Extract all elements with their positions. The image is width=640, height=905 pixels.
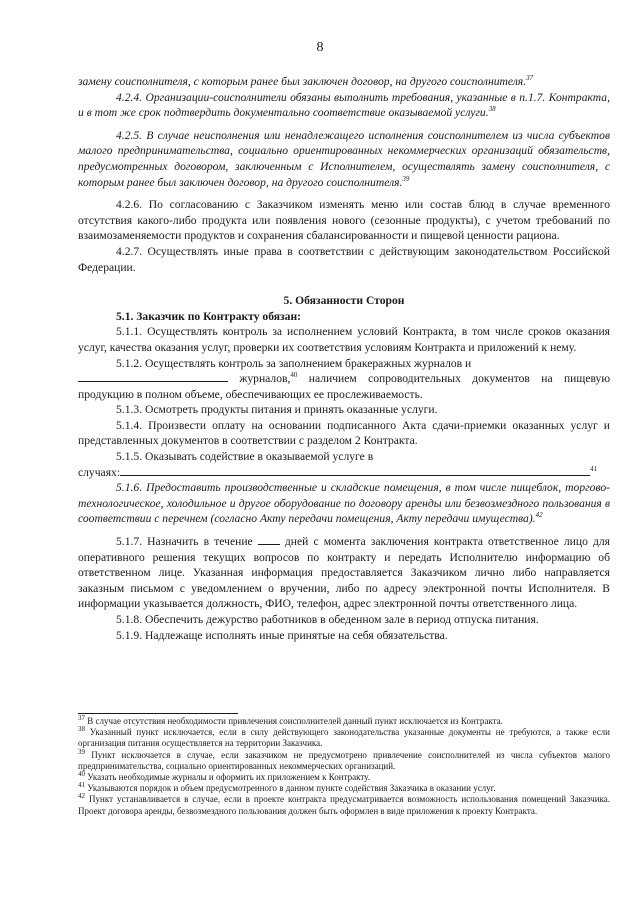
footnotes (78, 716, 610, 817)
paragraph: 5.1.7. Назначить в течение дней с момента заключения контракта ответственное лицо для оперативного решения текущих вопросов по контракту и передать Исполнителю информацию об ответственном лице. Указанная информация предоставляется Заказчиком лично либо направляется заказным письмом с уведомлением о вручении, либо по адресу электронной почты Исполнителя. В информации указывается должность, ФИО, телефон, адрес электронной почты ответственного лица. (78, 535, 610, 611)
paragraph: 4.2.4. Организации-соисполнители обязаны выполнить требования, указанные в п.1.7. Контракта, и в тот же срок подтвердить документально соответствие оказываемой услуги.$^{38}$ (78, 90, 610, 120)
paragraph: 5.1.6. Предоставить производственные и складские помещения, в том числе пищеблок, торгово-технологическое, холодильное и другое оборудование по договору аренды или безвозмездного пользования в соответствии с перечнем (согласно Акту передачи помещения, Акту передачи имущества).$^{42}$ (78, 481, 610, 526)
footnote: $^{37}$ В случае отсутствия необходимости привлечения соисполнителей данный пункт исключается из Контракта. (78, 714, 503, 726)
footnote: $^{39}$ Пункт исключается в случае, если заказчиком не предусмотрено привлечение соисполнителей из числа субъектов малого предпринимательства, социально ориентированных некоммерческих организаций. (78, 747, 610, 771)
paragraph: 5.1.8. Обеспечить дежурство работников в обеденном зале в период отпуска питания. (116, 613, 539, 626)
paragraph: 4.2.5. В случае неисполнения или ненадлежащего исполнения соисполнителем из числа субъектов малого предпринимательства, социально ориентированных некоммерческих организаций обязательств, предусмотренных договором, заключенным с Исполнителем, осуществлять замену соисполнителя, с которым ранее был заключен договор, на другого соисполнителя.$^{39}$ (78, 128, 610, 189)
blank-line (120, 465, 590, 476)
footnote: $^{40}$ Указать необходимые журналы и оформить их приложением к Контракту. (78, 770, 371, 783)
paragraph: 5.1.3. Осмотреть продукты питания и принять оказанные услуги. (116, 403, 438, 417)
paragraph: 5.1.2. Осуществлять контроль за заполнением бракеражных журналов и журналов,$^{40}$ наличием сопроводительных документов на пищевую продукцию в полном объеме, обеспечивающих ее прослеживаемость. (78, 356, 611, 401)
footnote: $^{42}$ Пункт устанавливается в случае, если в проекте контракта предусматривается возможность использования помещений Заказчика. Проект договора аренды, безвозмездного пользования должен быть оформлен в виде приложения к проекту Контракта. (78, 792, 610, 816)
paragraph: 5.1.1. Осуществлять контроль за исполнением условий Контракта, в том числе сроков оказания услуг, качества оказания услуг, проверки их соответствия условиям Контракта и приложений к нему. (78, 325, 610, 354)
document-body (78, 74, 610, 643)
footnote-separator (78, 713, 238, 714)
paragraph: 5.1.4. Произвести оплату на основании подписанного Акта сдачи-приемки оказанных услуг и представленных документов в соответствии с разделом 2 Контракта. (78, 418, 610, 448)
footnote: $^{38}$ Указанный пункт исключается, если в силу действующего законодательства указанные документы не требуются, а также если организация питания осуществляется на территории Заказчика. (78, 725, 610, 749)
footnote: $^{41}$ Указываются порядок и объем предусмотренного в данном пункте содействия Заказчика в оказании услуг. (78, 781, 496, 794)
subsection-title: 5.1. Заказчик по Контракту обязан: (116, 309, 301, 323)
section-title: 5. Обязанности Сторон (283, 294, 405, 308)
blank-line (78, 371, 228, 382)
paragraph: 5.1.5. Оказывать содействие в оказываемой услуге в случаях: $^{41}$ (78, 450, 598, 479)
paragraph: 5.1.9. Надлежаще исполнять иные принятые на себя обязательства. (116, 628, 448, 642)
blank-line (258, 534, 280, 545)
paragraph: 4.2.6. По согласованию с Заказчиком изменять меню или состав блюд в случае временного отсутствия какого-либо продукта или появления нового (сезонные продукты), с учетом требований по взаимозаменяемости продуктов и сохранения сбалансированности и пищевой ценности рациона. (78, 198, 610, 243)
page-number: 8 (316, 40, 324, 55)
paragraph: 4.2.7. Осуществлять иные права в соответствии с действующим законодательством Российской Федерации. (78, 244, 610, 274)
paragraph: замену соисполнителя, с которым ранее был заключен договор, на другого соисполнителя.$^{37}$ (78, 74, 534, 88)
